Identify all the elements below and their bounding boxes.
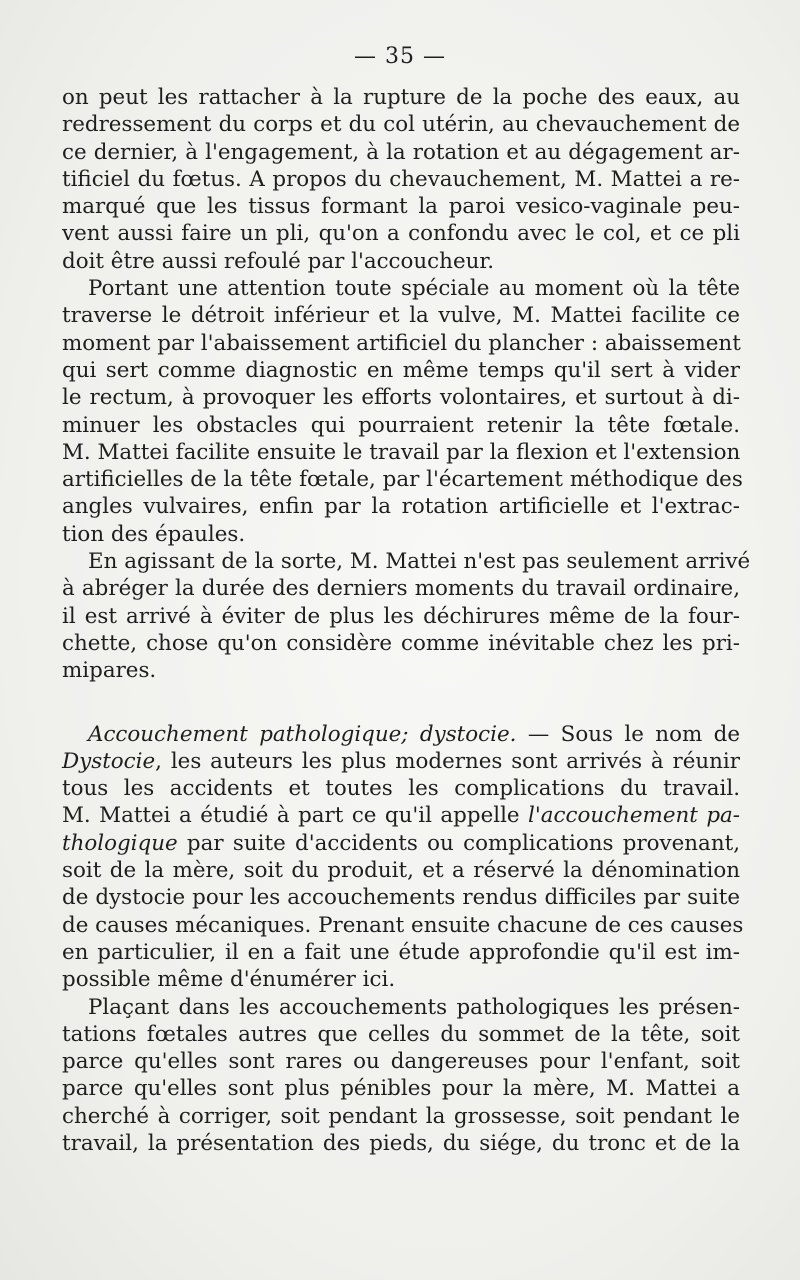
text-line: angles vulvaires, enfin par la rotation artificielle et l'extrac-	[62, 494, 740, 520]
section-heading-line: Accouchement pathologique; dystocie. — Sous le nom de	[88, 721, 741, 747]
text-line: vent aussi faire un pli, qu'on a confondu avec le col, et ce pli	[62, 221, 740, 247]
text-line: minuer les obstacles qui pourraient retenir la tête fœtale.	[62, 412, 740, 438]
text-line: artificielles de la tête fœtale, par l'écartement méthodique des	[62, 467, 743, 493]
body-text	[62, 84, 751, 1157]
text-line: ce dernier, à l'engagement, à la rotation et au dégagement ar-	[62, 139, 740, 165]
text-line: tous les accidents et toutes les complications du travail.	[62, 776, 740, 802]
text-line: M. Mattei a étudié à part ce qu'il appelle l'accouchement pa-	[62, 803, 740, 829]
text-line: doit être aussi refoulé par l'accoucheur.	[62, 248, 495, 274]
paragraph-4	[62, 721, 744, 994]
text-line: qui sert comme diagnostic en même temps qu'il sert à vider	[62, 357, 740, 383]
text-line: possible même d'énumérer ici.	[62, 967, 396, 993]
text-line: redressement du corps et du col utérin, au chevauchement de	[62, 112, 740, 138]
text-line: mipares.	[62, 658, 157, 684]
text-line: cherché à corriger, soit pendant la grossesse, soit pendant le	[62, 1103, 740, 1129]
paragraph-5	[62, 994, 740, 1158]
page-number: — 35 —	[354, 44, 446, 69]
text-line: il est arrivé à éviter de plus les déchirures même de la four-	[62, 603, 740, 629]
text-line: Dystocie, les auteurs les plus modernes sont arrivés à réunir	[62, 748, 740, 774]
text-line: parce qu'elles sont plus pénibles pour la mère, M. Mattei a	[62, 1076, 740, 1102]
text-line: travail, la présentation des pieds, du siége, du tronc et de la	[62, 1130, 740, 1156]
text-line: de causes mécaniques. Prenant ensuite chacune de ces causes	[62, 912, 744, 938]
text-line: soit de la mère, soit du produit, et a réservé la dénomination	[62, 858, 740, 884]
text-line: Portant une attention toute spéciale au moment où la tête	[88, 276, 740, 302]
text-line: tations fœtales autres que celles du sommet de la tête, soit	[62, 1021, 740, 1047]
text-line: on peut les rattacher à la rupture de la poche des eaux, au	[62, 85, 740, 110]
text-line: En agissant de la sorte, M. Mattei n'est pas seulement arrivé	[88, 549, 751, 575]
text-line: traverse le détroit inférieur et la vulve, M. Mattei facilite ce	[62, 303, 740, 329]
text-line: le rectum, à provoquer les efforts volontaires, et surtout à di-	[62, 385, 740, 411]
paragraph-1	[62, 84, 740, 275]
text-line: de dystocie pour les accouchements rendus difficiles par suite	[62, 885, 740, 911]
text-line: Plaçant dans les accouchements pathologiques les présen-	[88, 994, 740, 1020]
text-line: M. Mattei facilite ensuite le travail par la flexion et l'extension	[62, 439, 741, 465]
paragraph-2	[62, 275, 743, 548]
paragraph-3	[62, 548, 751, 684]
text-line: moment par l'abaissement artificiel du plancher : abaissement	[62, 330, 741, 356]
text-line: tificiel du fœtus. A propos du chevauchement, M. Mattei a re-	[62, 166, 740, 192]
text-line: en particulier, il en a fait une étude approfondie qu'il est im-	[62, 939, 740, 965]
text-line: chette, chose qu'on considère comme inévitable chez les pri-	[62, 630, 740, 656]
text-line: tion des épaules.	[62, 521, 246, 547]
text-line: à abréger la durée des derniers moments du travail ordinaire,	[62, 576, 740, 602]
paragraph-gap	[62, 685, 740, 721]
text-line: parce qu'elles sont rares ou dangereuses pour l'enfant, soit	[62, 1049, 740, 1075]
text-line: marqué que les tissus formant la paroi vesico-vaginale peu-	[62, 194, 740, 220]
text-line: thologique par suite d'accidents ou complications provenant,	[62, 830, 740, 856]
